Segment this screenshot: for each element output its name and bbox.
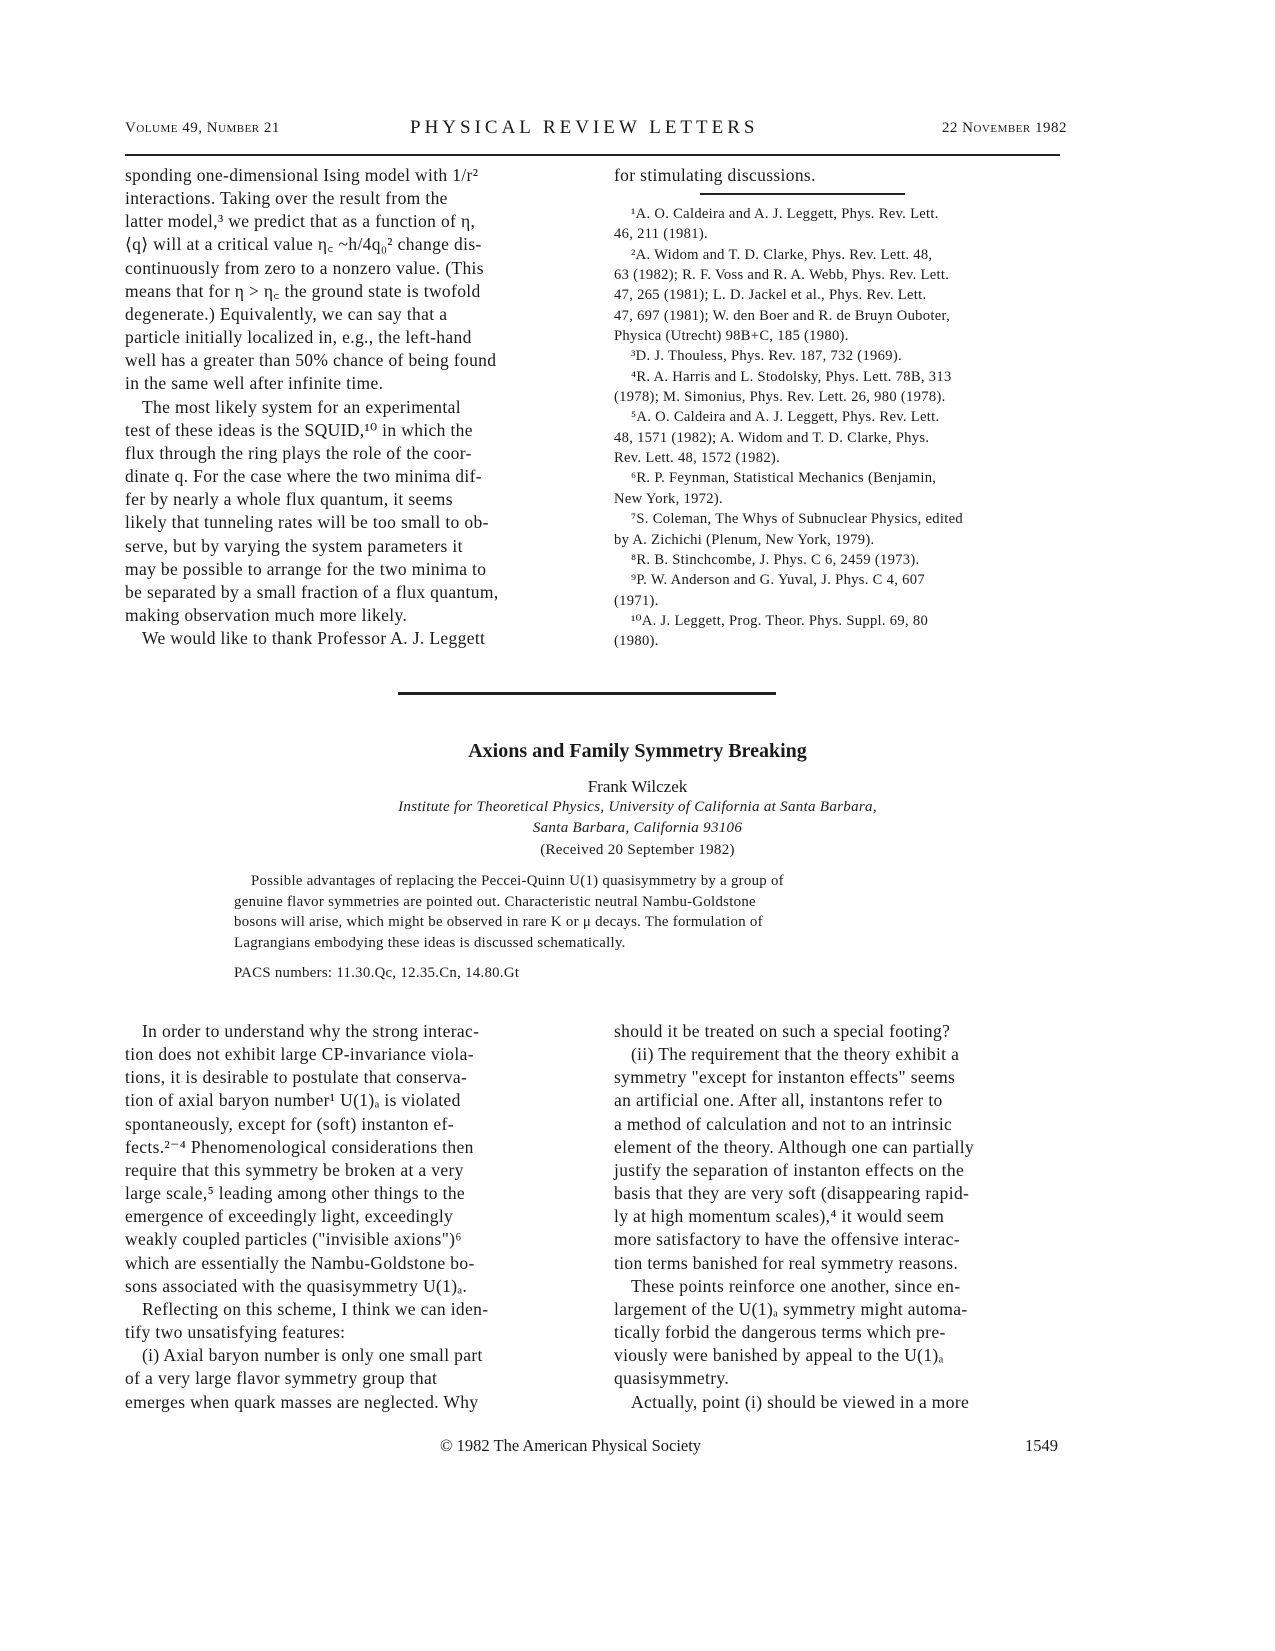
text-line: emergence of exceedingly light, exceedingly <box>125 1206 454 1227</box>
received-date: (Received 20 September 1982) <box>540 842 735 858</box>
text-line: emerges when quark masses are neglected. Why <box>125 1391 479 1412</box>
reference-line: ¹⁰A. J. Leggett, Prog. Theor. Phys. Suppl. 69, 80 <box>631 612 929 629</box>
reference-line: (1980). <box>614 633 659 650</box>
reference-line: (1978); M. Simonius, Phys. Rev. Lett. 26, 980 (1978). <box>614 389 946 406</box>
reference-line: 46, 211 (1981). <box>614 226 708 243</box>
reference-line: ⁵A. O. Caldeira and A. J. Leggett, Phys. Rev. Lett. <box>631 409 940 426</box>
text-line: means that for η > η꜀ the ground state is twofold <box>125 280 481 301</box>
abstract-line: Possible advantages of replacing the Peccei-Quinn U(1) quasisymmetry by a group of <box>251 873 784 889</box>
text-line: degenerate.) Equivalently, we can say that a <box>125 303 448 324</box>
reference-item <box>614 550 963 570</box>
references-rule <box>700 193 905 195</box>
reference-item <box>614 204 963 245</box>
copyright: © 1982 The American Physical Society <box>440 1436 702 1455</box>
paragraph <box>125 627 499 650</box>
text-line: basis that they are very soft (disappearing rapid- <box>614 1183 970 1204</box>
text-line: well has a greater than 50% chance of being found <box>125 350 497 371</box>
text-line: latter model,³ we predict that as a function of η, <box>125 211 476 232</box>
reference-item <box>614 468 963 509</box>
text-line: more satisfactory to have the offensive interac- <box>614 1229 960 1250</box>
pacs-numbers: PACS numbers: 11.30.Qc, 12.35.Cn, 14.80.Gt <box>234 965 520 981</box>
text-line: be separated by a small fraction of a flux quantum, <box>125 581 499 602</box>
paragraph <box>125 1298 488 1344</box>
bottom-right-column <box>614 1020 974 1414</box>
article-title: Axions and Family Symmetry Breaking <box>468 740 807 762</box>
text-line: tions, it is desirable to postulate that conserva- <box>125 1067 468 1088</box>
text-line: dinate q. For the case where the two minima dif- <box>125 466 482 487</box>
references-list <box>614 204 963 652</box>
volume-number: Volume 49, Number 21 <box>125 120 280 136</box>
page-number: 1549 <box>1025 1436 1058 1455</box>
text-line: viously were banished by appeal to the U(1)ₐ <box>614 1345 944 1366</box>
text-line: fer by nearly a whole flux quantum, it seems <box>125 489 453 510</box>
journal-name: PHYSICAL REVIEW LETTERS <box>410 117 759 138</box>
text-line: weakly coupled particles ("invisible axions")⁶ <box>125 1229 462 1250</box>
paragraph <box>614 1391 974 1414</box>
text-line: interactions. Taking over the result from the <box>125 188 448 209</box>
reference-line: New York, 1972). <box>614 490 723 507</box>
reference-line: Rev. Lett. 48, 1572 (1982). <box>614 450 781 467</box>
text-line: fects.²⁻⁴ Phenomenological considerations then <box>125 1136 474 1157</box>
reference-line: (1971). <box>614 592 659 609</box>
text-line: test of these ideas is the SQUID,¹⁰ in which the <box>125 419 473 440</box>
reference-item <box>614 509 963 550</box>
article-separator <box>398 692 776 695</box>
text-line: tically forbid the dangerous terms which pre- <box>614 1322 946 1343</box>
text-line: particle initially localized in, e.g., the left-hand <box>125 327 472 348</box>
reference-line: 47, 265 (1981); L. D. Jackel et al., Phys. Rev. Lett. <box>614 287 927 304</box>
reference-line: Physica (Utrecht) 98B+C, 185 (1980). <box>614 328 849 345</box>
reference-line: 63 (1982); R. F. Voss and R. A. Webb, Phys. Rev. Lett. <box>614 267 950 284</box>
abstract-line: bosons will arise, which might be observed in rare K or μ decays. The formulation of <box>234 914 763 931</box>
header-rule <box>125 154 1060 156</box>
text-line: sons associated with the quasisymmetry U(1)ₐ. <box>125 1275 468 1296</box>
reference-line: ⁴R. A. Harris and L. Stodolsky, Phys. Lett. 78B, 313 <box>631 368 952 385</box>
text-line: Reflecting on this scheme, I think we can iden- <box>142 1298 489 1319</box>
text-line: tion of axial baryon number¹ U(1)ₐ is violated <box>125 1090 461 1111</box>
text-line: flux through the ring plays the role of the coor- <box>125 442 472 463</box>
reference-line: ⁹P. W. Anderson and G. Yuval, J. Phys. C 4, 607 <box>631 572 925 589</box>
abstract <box>234 871 784 953</box>
text-line: The most likely system for an experimental <box>142 396 461 417</box>
reference-line: ¹A. O. Caldeira and A. J. Leggett, Phys. Rev. Lett. <box>631 206 939 222</box>
top-left-column <box>125 164 499 650</box>
text-line: spontaneously, except for (soft) instanton ef- <box>125 1113 454 1134</box>
reference-item <box>614 611 963 652</box>
affiliation-line-1: Institute for Theoretical Physics, University of California at Santa Barbara, <box>398 799 877 815</box>
paragraph <box>614 1275 974 1391</box>
paragraph <box>614 1043 974 1275</box>
text-line: making observation much more likely. <box>125 604 408 625</box>
reference-item <box>614 367 963 408</box>
reference-line: by A. Zichichi (Plenum, New York, 1979). <box>614 531 875 548</box>
abstract-line: genuine flavor symmetries are pointed out. Characteristic neutral Nambu-Goldstone <box>234 893 756 910</box>
text-line: tion does not exhibit large CP-invariance viola- <box>125 1044 474 1065</box>
text-line: tify two unsatisfying features: <box>125 1322 346 1343</box>
text-line: should it be treated on such a special footing? <box>614 1021 951 1041</box>
text-line: ly at high momentum scales),⁴ it would seem <box>614 1206 945 1227</box>
text-line: (ii) The requirement that the theory exhibit a <box>631 1044 960 1065</box>
text-line: continuously from zero to a nonzero value. (This <box>125 257 484 278</box>
reference-line: ⁷S. Coleman, The Whys of Subnuclear Physics, edited <box>631 511 963 528</box>
affiliation-line-2: Santa Barbara, California 93106 <box>532 820 743 836</box>
bottom-left-column <box>125 1020 488 1414</box>
paragraph <box>125 1020 488 1298</box>
text-line: These points reinforce one another, since en- <box>631 1275 961 1296</box>
issue-date: 22 November 1982 <box>941 120 1067 136</box>
text-line: an artificial one. After all, instantons refer to <box>614 1090 943 1111</box>
paragraph <box>614 1020 974 1043</box>
reference-line: ⁶R. P. Feynman, Statistical Mechanics (Benjamin, <box>631 470 937 487</box>
abstract-line: Lagrangians embodying these ideas is discussed schematically. <box>234 934 626 951</box>
text-line: symmetry "except for instanton effects" seems <box>614 1067 956 1088</box>
paragraph <box>125 164 499 396</box>
text-line: likely that tunneling rates will be too small to ob- <box>125 512 489 533</box>
paragraph <box>125 396 499 628</box>
text-line: sponding one-dimensional Ising model with 1/r² <box>125 165 479 185</box>
text-line: in the same well after infinite time. <box>125 373 384 394</box>
text-line: ⟨q⟩ will at a critical value η꜀ ~h/4q₀² change dis- <box>125 234 482 255</box>
reference-line: 48, 1571 (1982); A. Widom and T. D. Clarke, Phys. <box>614 429 930 446</box>
text-line: We would like to thank Professor A. J. Leggett <box>142 628 486 649</box>
text-line: quasisymmetry. <box>614 1368 730 1389</box>
reference-line: ²A. Widom and T. D. Clarke, Phys. Rev. Lett. 48, <box>631 246 933 263</box>
reference-line: ³D. J. Thouless, Phys. Rev. 187, 732 (1969). <box>631 348 902 365</box>
text-line: serve, but by varying the system parameters it <box>125 535 463 556</box>
text-line: of a very large flavor symmetry group that <box>125 1368 438 1389</box>
text-line: In order to understand why the strong interac- <box>142 1021 480 1041</box>
text-line: require that this symmetry be broken at a very <box>125 1159 464 1180</box>
text-line: Actually, point (i) should be viewed in a more <box>631 1391 970 1412</box>
reference-line: ⁸R. B. Stinchcombe, J. Phys. C 6, 2459 (1973). <box>631 551 920 568</box>
text-line: tion terms banished for real symmetry reasons. <box>614 1252 959 1273</box>
text-line: justify the separation of instanton effects on the <box>614 1159 965 1180</box>
text-line: which are essentially the Nambu-Goldstone bo- <box>125 1252 475 1273</box>
reference-item <box>614 245 963 347</box>
reference-line: 47, 697 (1981); W. den Boer and R. de Bruyn Ouboter, <box>614 307 951 324</box>
text-line: large scale,⁵ leading among other things to the <box>125 1183 466 1204</box>
reference-item <box>614 570 963 611</box>
reference-item <box>614 407 963 468</box>
article-author: Frank Wilczek <box>587 777 688 796</box>
text-line: may be possible to arrange for the two minima to <box>125 558 487 579</box>
reference-item <box>614 346 963 366</box>
text-line: a method of calculation and not to an intrinsic <box>614 1113 953 1134</box>
paragraph <box>125 1344 488 1413</box>
top-right-text: for stimulating discussions. <box>614 165 816 185</box>
text-line: element of the theory. Although one can partially <box>614 1136 975 1157</box>
text-line: (i) Axial baryon number is only one small part <box>142 1345 483 1366</box>
text-line: largement of the U(1)ₐ symmetry might automa- <box>614 1298 968 1319</box>
